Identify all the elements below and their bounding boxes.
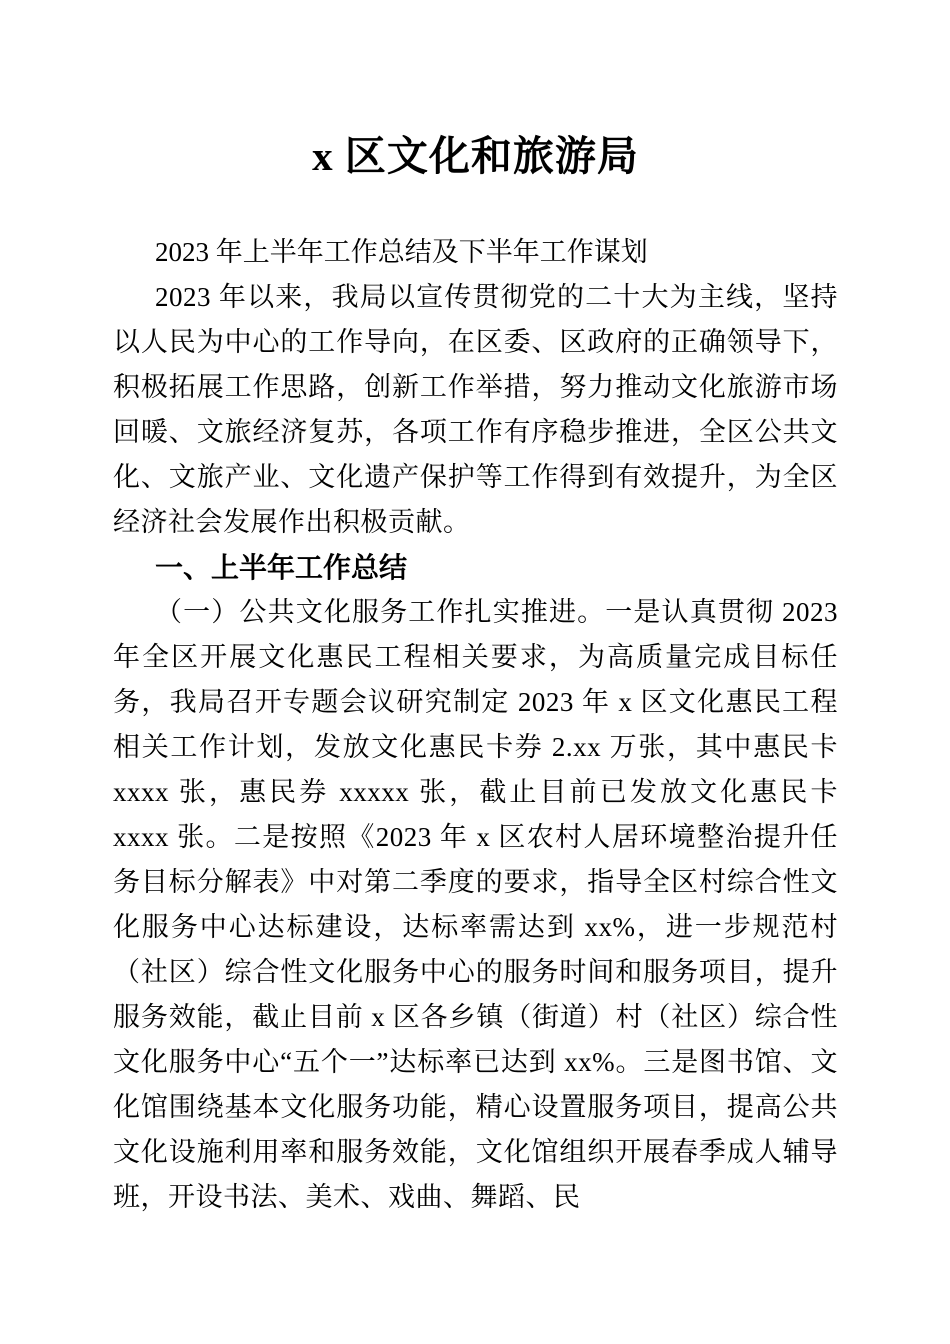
intro-paragraph: 2023 年以来，我局以宣传贯彻党的二十大为主线，坚持以人民为中心的工作导向，在区委、区政府的正确领导下，积极拓展工作思路，创新工作举措，努力推动文化旅游市场回暖、文旅经济复苏，各项工作有序稳步推进，全区公共文化、文旅产业、文化遗产保护等工作得到有效提升，为全区经济社会发展作出积极贡献。 [113, 282, 838, 537]
subsection1-paragraph [113, 590, 838, 1220]
document-title: x 区文化和旅游局 [312, 133, 639, 179]
subsection1-body-text: 一是认真贯彻 2023 年全区开展文化惠民工程相关要求，为高质量完成目标任务，我局召开专题会议研究制定 2023 年 x 区文化惠民工程相关工作计划，发放文化惠民卡券 2.xx 万张，其中惠民卡 xxxx 张，惠民券 xxxxx 张，截止目前已发放文化惠民卡 xxxx 张。二是按照《2023 年 x 区农村人居环境整治提升任务目标分解表》中对第二季度的要求，指导全区村综合性文化服务中心达标建设，达标率需达到 xx%，进一步规范村（社区）综合性文化服务中心的服务时间和服务项目，提升服务效能，截止目前 x 区各乡镇（街道）村（社区）综合性文化服务中心“五个一”达标率已达到 xx%。三是图书馆、文化馆围绕基本文化服务功能，精心设置服务项目，提高公共文化设施利用率和服务效能，文化馆组织开展春季成人辅导班，开设书法、美术、戏曲、舞蹈、民 [113, 597, 839, 1212]
document-subtitle: 2023 年上半年工作总结及下半年工作谋划 [155, 237, 648, 267]
section1-heading: 一、上半年工作总结 [155, 552, 408, 583]
subsection1-lead-in: （一）公共文化服务工作扎实推进。 [155, 597, 606, 627]
